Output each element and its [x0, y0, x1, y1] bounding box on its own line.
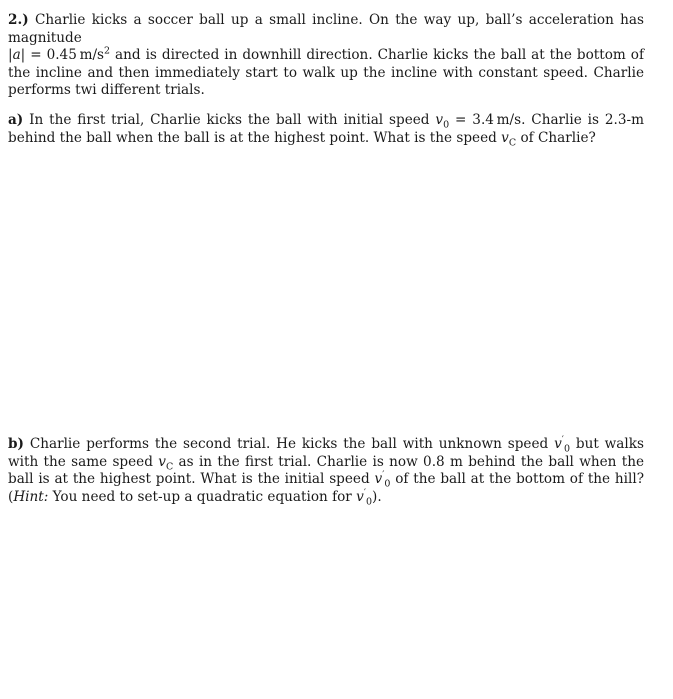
problem-intro [8, 12, 644, 100]
part-b-text-4: of the ball at the bottom of the hill? ( [8, 471, 644, 505]
hint-label: Hint: [13, 488, 49, 505]
accel-value: = 0.45 [25, 47, 77, 64]
accel-unit: m/s [79, 47, 105, 64]
problem-number: 2.) [8, 12, 29, 28]
accel-symbol: |a| [8, 47, 26, 64]
intro-text-2: and is directed in downhill direction. Charlie kicks the ball at the bottom of the incline and then immediately start to walk up the incline with constant speed. Charlie performs twi different trials. [8, 47, 644, 99]
part-a-text-1: In the first trial, Charlie kicks the ball with initial speed [23, 111, 436, 128]
part-a-text-3: of Charlie? [516, 129, 596, 146]
v0-prime-symbol-3: v [356, 488, 364, 505]
v0-prime-mark: ′ [561, 434, 564, 446]
problem-page [8, 12, 645, 508]
v0-prime-subscript-2: 0 [384, 478, 391, 490]
v0-prime-mark-3: ′ [363, 487, 366, 499]
part-b-text-6: ). [372, 488, 382, 505]
v0-unit: m/s [496, 111, 522, 128]
part-b [8, 436, 644, 506]
part-b-text-3: as in the first trial. Charlie is now 0.8 m behind the ball when the ball is at the highest point. What is the initial speed [8, 453, 645, 488]
vc-symbol-b: v [158, 453, 166, 470]
vc-subscript-b: C [165, 461, 174, 473]
v0-prime-symbol: v [554, 436, 562, 452]
part-a [8, 112, 644, 147]
part-b-text-5: You need to set-up a quadratic equation for [48, 488, 357, 505]
v0-prime-mark-2: ′ [382, 469, 385, 481]
v0-prime-symbol-2: v [374, 471, 383, 488]
vc-symbol: v [501, 129, 509, 146]
part-b-label: b) [8, 436, 24, 452]
vc-subscript: C [508, 137, 517, 149]
part-b-text-1: Charlie performs the second trial. He kicks the ball with unknown speed [23, 436, 555, 452]
part-a-label: a) [8, 111, 24, 128]
v0-prime-subscript-3: 0 [365, 496, 373, 508]
part-b-text-2: but walks with the same speed [8, 436, 644, 470]
v0-subscript: 0 [443, 119, 450, 131]
intro-text-1: Charlie kicks a soccer ball up a small incline. On the way up, ball’s acceleration has magnitude [8, 12, 645, 46]
v0-symbol: v [435, 111, 444, 128]
v0-value: = 3.4 [449, 111, 494, 128]
accel-exponent: 2 [104, 45, 111, 57]
v0-prime-subscript: 0 [563, 443, 570, 455]
part-a-text-2: . Charlie is 2.3-m behind the ball when the ball is at the highest point. What is the speed [8, 111, 644, 146]
